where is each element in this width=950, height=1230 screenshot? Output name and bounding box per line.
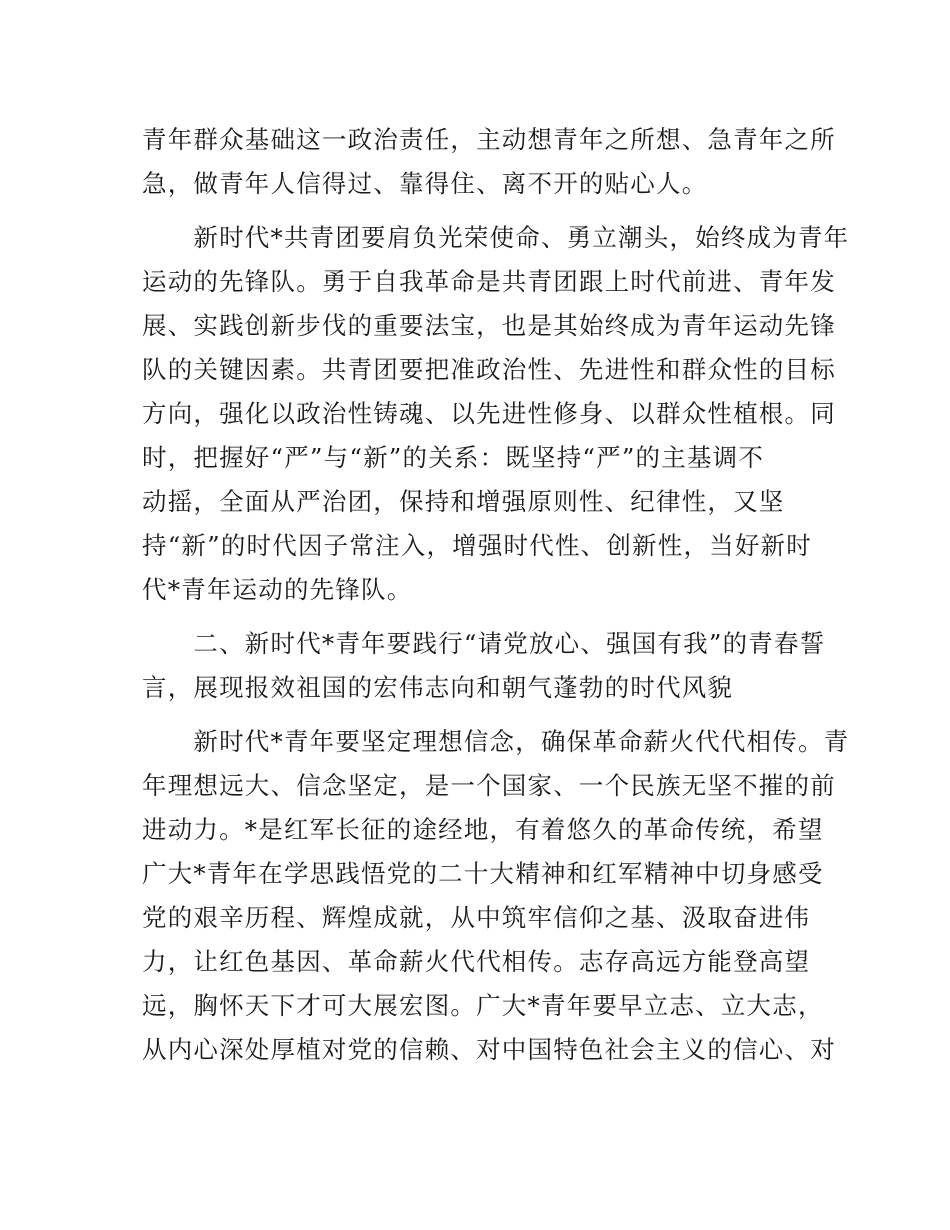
text-line: 新时代*共青团要肩负光荣使命、勇立潮头，始终成为青年 xyxy=(142,223,850,252)
text-line: 进动力。*是红军长征的途经地，有着悠久的革命传统，希望 xyxy=(142,815,824,844)
text-line: 队的关键因素。共青团要把准政治性、先进性和群众性的目标 xyxy=(142,355,836,384)
document-body xyxy=(142,118,850,1072)
text-line: 时，把握好“严”与“新”的关系：既坚持“严”的主基调不 xyxy=(142,443,765,472)
paragraph xyxy=(142,118,836,206)
text-line: 二、新时代*青年要践行“请党放心、强国有我”的青春誓 xyxy=(142,629,826,658)
text-line: 新时代*青年要坚定理想信念，确保革命薪火代代相传。青 xyxy=(142,727,850,756)
paragraph xyxy=(142,216,850,612)
text-line: 广大*青年在学思践悟党的二十大精神和红军精神中切身感受 xyxy=(142,859,824,888)
text-line: 持“新”的时代因子常注入，增强时代性、创新性，当好新时 xyxy=(142,531,812,560)
text-line: 急，做青年人信得过、靠得住、离不开的贴心人。 xyxy=(142,169,708,198)
text-line: 党的艰辛历程、辉煌成就，从中筑牢信仰之基、汲取奋进伟 xyxy=(142,903,811,932)
paragraph xyxy=(142,720,850,1072)
section-heading xyxy=(142,622,826,710)
text-line: 言，展现报效祖国的宏伟志向和朝气蓬勃的时代风貌 xyxy=(142,673,734,702)
text-line: 远，胸怀天下才可大展宏图。广大*青年要早立志、立大志， xyxy=(142,991,824,1020)
text-line: 青年群众基础这一政治责任，主动想青年之所想、急青年之所 xyxy=(142,125,836,154)
text-line: 力，让红色基因、革命薪火代代相传。志存高远方能登高望 xyxy=(142,947,811,976)
text-line: 展、实践创新步伐的重要法宝，也是其始终成为青年运动先锋 xyxy=(142,311,836,340)
text-line: 运动的先锋队。勇于自我革命是共青团跟上时代前进、青年发 xyxy=(142,267,836,296)
text-line: 方向，强化以政治性铸魂、以先进性修身、以群众性植根。同 xyxy=(142,399,836,428)
text-line: 动摇，全面从严治团，保持和增强原则性、纪律性，又坚 xyxy=(142,487,785,516)
text-line: 从内心深处厚植对党的信赖、对中国特色社会主义的信心、对 xyxy=(142,1035,836,1064)
text-line: 代*青年运动的先锋队。 xyxy=(142,575,413,604)
text-line: 年理想远大、信念坚定，是一个国家、一个民族无坚不摧的前 xyxy=(142,771,836,800)
